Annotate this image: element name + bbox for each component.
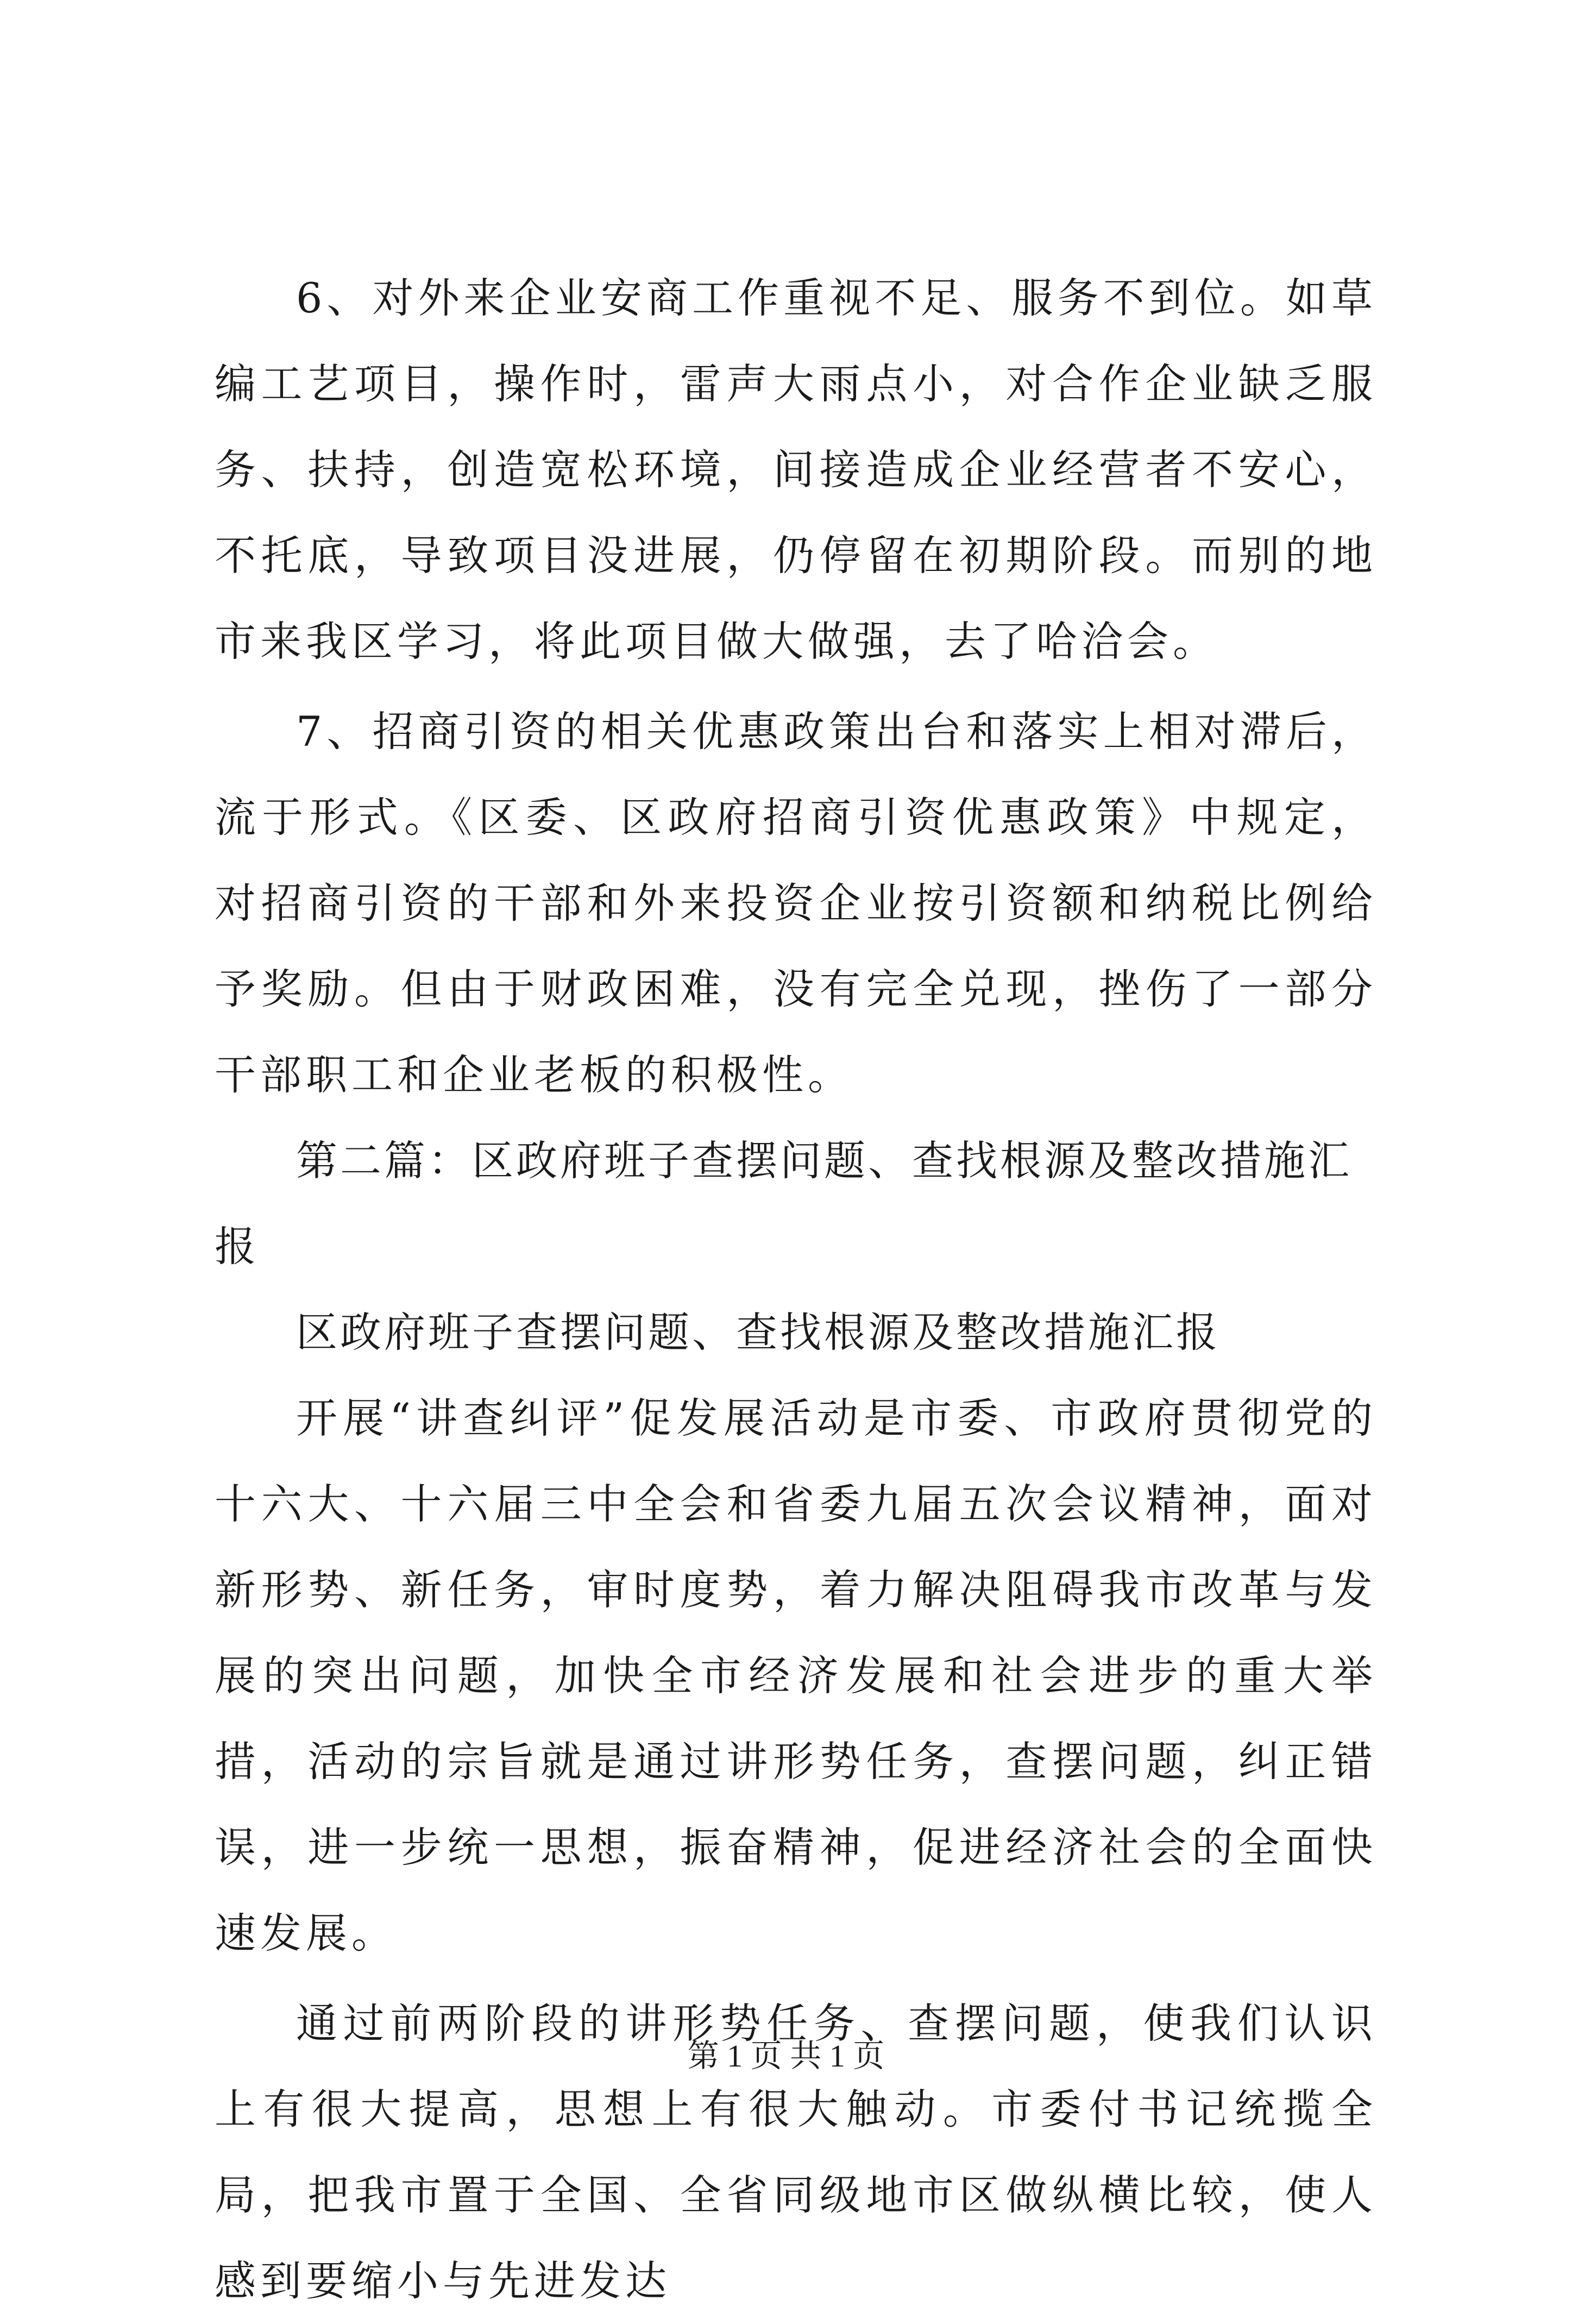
- paragraph-progress: 通过前两阶段的讲形势任务、查摆问题，使我们认识上有很大提高，思想上有很大触动。市委付书记统揽全局，把我市置于全国、全省同级地市区做纵横比较，使人感到要缩小与先进发达: [215, 1999, 1377, 2305]
- document-body: [215, 255, 1377, 2324]
- paragraph-item-7: 7、招商引资的相关优惠政策出台和落实上相对滞后，流于形式。《区委、区政府招商引资优惠政策》中规定，对招商引资的干部和外来投资企业按引资额和纳税比例给予奖励。但由于财政困难，没有完全兑现，挫伤了一部分干部职工和企业老板的积极性。: [215, 707, 1377, 1099]
- paragraph-item-6: 6、对外来企业安商工作重视不足、服务不到位。如草编工艺项目，操作时，雷声大雨点小，对合作企业缺乏服务、扶持，创造宽松环境，间接造成企业经营者不安心，不托底，导致项目没进展，仍停留在初期阶段。而别的地市来我区学习，将此项目做大做强，去了哈洽会。: [215, 274, 1377, 665]
- part-heading: 第二篇：区政府班子查摆问题、查找根源及整改措施汇报: [215, 1136, 1352, 1271]
- document-title: 区政府班子查摆问题、查找根源及整改措施汇报: [296, 1308, 1220, 1356]
- page-footer: 第 1 页 共 1 页: [687, 2038, 885, 2074]
- paragraph-intro: 开展“讲查纠评”促发展活动是市委、市政府贯彻党的十六大、十六届三中全会和省委九届五次会议精神，面对新形势、新任务，审时度势，着力解决阻碍我市改革与发展的突出问题，加快全市经济发展和社会进步的重大举措，活动的宗旨就是通过讲形势任务，查摆问题，纠正错误，进一步统一思想，振奋精神，促进经济社会的全面快速发展。: [215, 1394, 1377, 1957]
